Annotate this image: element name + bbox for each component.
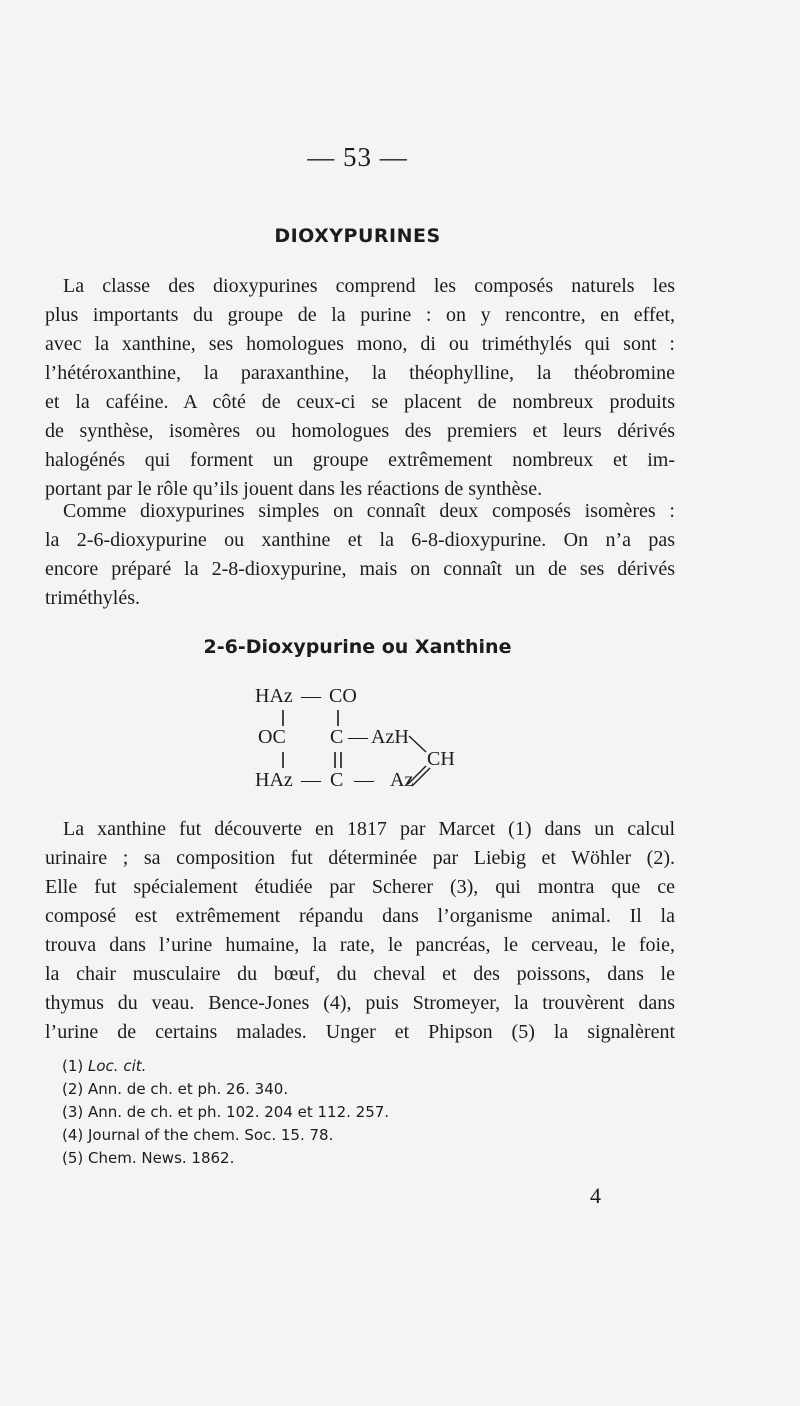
formula-atom: OC <box>258 726 286 748</box>
text-line: Comme dioxypurines simples on connaît deux composés isomères : <box>63 500 675 522</box>
formula-bond: — <box>348 726 368 748</box>
subsection-title: 2-6-Dioxypurine ou Xanthine <box>203 636 512 658</box>
formula-atom: C <box>330 769 344 791</box>
formula-bond-line <box>409 736 426 752</box>
text-line: et la caféine. A côté de ceux-ci se placent de nombreux produits <box>45 391 675 413</box>
text-line: trouva dans l’urine humaine, la rate, le pancréas, le cerveau, le foie, <box>45 934 675 956</box>
text-line: composé est extrêmement répandu dans l’organisme animal. Il la <box>45 905 675 927</box>
footnote-text: Loc. cit. <box>88 1057 147 1075</box>
footnotes <box>62 1055 482 1170</box>
paragraph-isomers <box>45 497 675 613</box>
footnote-text: Chem. News. 1862. <box>88 1149 235 1167</box>
footnote-number: (5) <box>62 1149 84 1167</box>
page-number: — 53 — <box>307 142 408 172</box>
formula-atom: HAz <box>255 769 293 791</box>
signature-mark: 4 <box>590 1183 601 1208</box>
footnote-number: (2) <box>62 1080 84 1098</box>
formula-bond: — <box>301 769 321 791</box>
formula-atom: CH <box>427 748 455 770</box>
footnote-text: Ann. de ch. et ph. 26. 340. <box>88 1080 289 1098</box>
footnote <box>62 1055 482 1078</box>
text-line: Elle fut spécialement étudiée par Scherer (3), qui montra que ce <box>45 876 675 898</box>
formula-atom: HAz <box>255 685 293 707</box>
text-line: portant par le rôle qu’ils jouent dans les réactions de synthèse. <box>45 478 543 500</box>
section-title: DIOXYPURINES <box>274 225 441 247</box>
text-line: La classe des dioxypurines comprend les composés naturels les <box>63 275 675 297</box>
text-line: La xanthine fut découverte en 1817 par Marcet (1) dans un calcul <box>63 818 675 840</box>
text-line: urinaire ; sa composition fut déterminée par Liebig et Wöhler (2). <box>45 847 675 869</box>
text-line: triméthylés. <box>45 587 140 609</box>
footnote <box>62 1124 482 1147</box>
formula-atom: CO <box>329 685 357 707</box>
text-line: l’hétéroxanthine, la paraxanthine, la théophylline, la théobromine <box>45 362 675 384</box>
footnote-number: (1) <box>62 1057 84 1075</box>
footnote <box>62 1147 482 1170</box>
formula-atom: AzH <box>371 726 409 748</box>
text-line: encore préparé la 2-8-dioxypurine, mais on connaît un de ses dérivés <box>45 558 675 580</box>
text-line: plus importants du groupe de la purine : on y rencontre, en effet, <box>45 304 675 326</box>
footnote <box>62 1078 482 1101</box>
text-line: de synthèse, isomères ou homologues des premiers et leurs dérivés <box>45 420 675 442</box>
formula-atom: C <box>330 726 344 748</box>
paragraph-xanthine-history <box>45 815 675 1047</box>
text-line: l’urine de certains malades. Unger et Phipson (5) la signalèrent <box>45 1021 675 1043</box>
paragraph-intro <box>45 272 675 504</box>
text-line: avec la xanthine, ses homologues mono, di ou triméthylés qui sont : <box>45 333 675 355</box>
formula-bond: — <box>301 685 321 707</box>
footnote-number: (4) <box>62 1126 84 1144</box>
formula-atom: Az <box>390 769 414 791</box>
text-line: thymus du veau. Bence-Jones (4), puis Stromeyer, la trouvèrent dans <box>45 992 675 1014</box>
formula-bond: — <box>354 769 374 791</box>
footnote <box>62 1101 482 1124</box>
footnote-number: (3) <box>62 1103 84 1121</box>
text-line: la chair musculaire du bœuf, du cheval et des poissons, dans le <box>45 963 675 985</box>
text-line: halogénés qui forment un groupe extrêmement nombreux et im- <box>45 449 675 471</box>
xanthine-structural-formula <box>250 680 490 800</box>
formula-diagram <box>250 680 490 800</box>
footnote-text: Journal of the chem. Soc. 15. 78. <box>88 1126 334 1144</box>
text-line: la 2-6-dioxypurine ou xanthine et la 6-8-dioxypurine. On n’a pas <box>45 529 675 551</box>
footnote-text: Ann. de ch. et ph. 102. 204 et 112. 257. <box>88 1103 390 1121</box>
